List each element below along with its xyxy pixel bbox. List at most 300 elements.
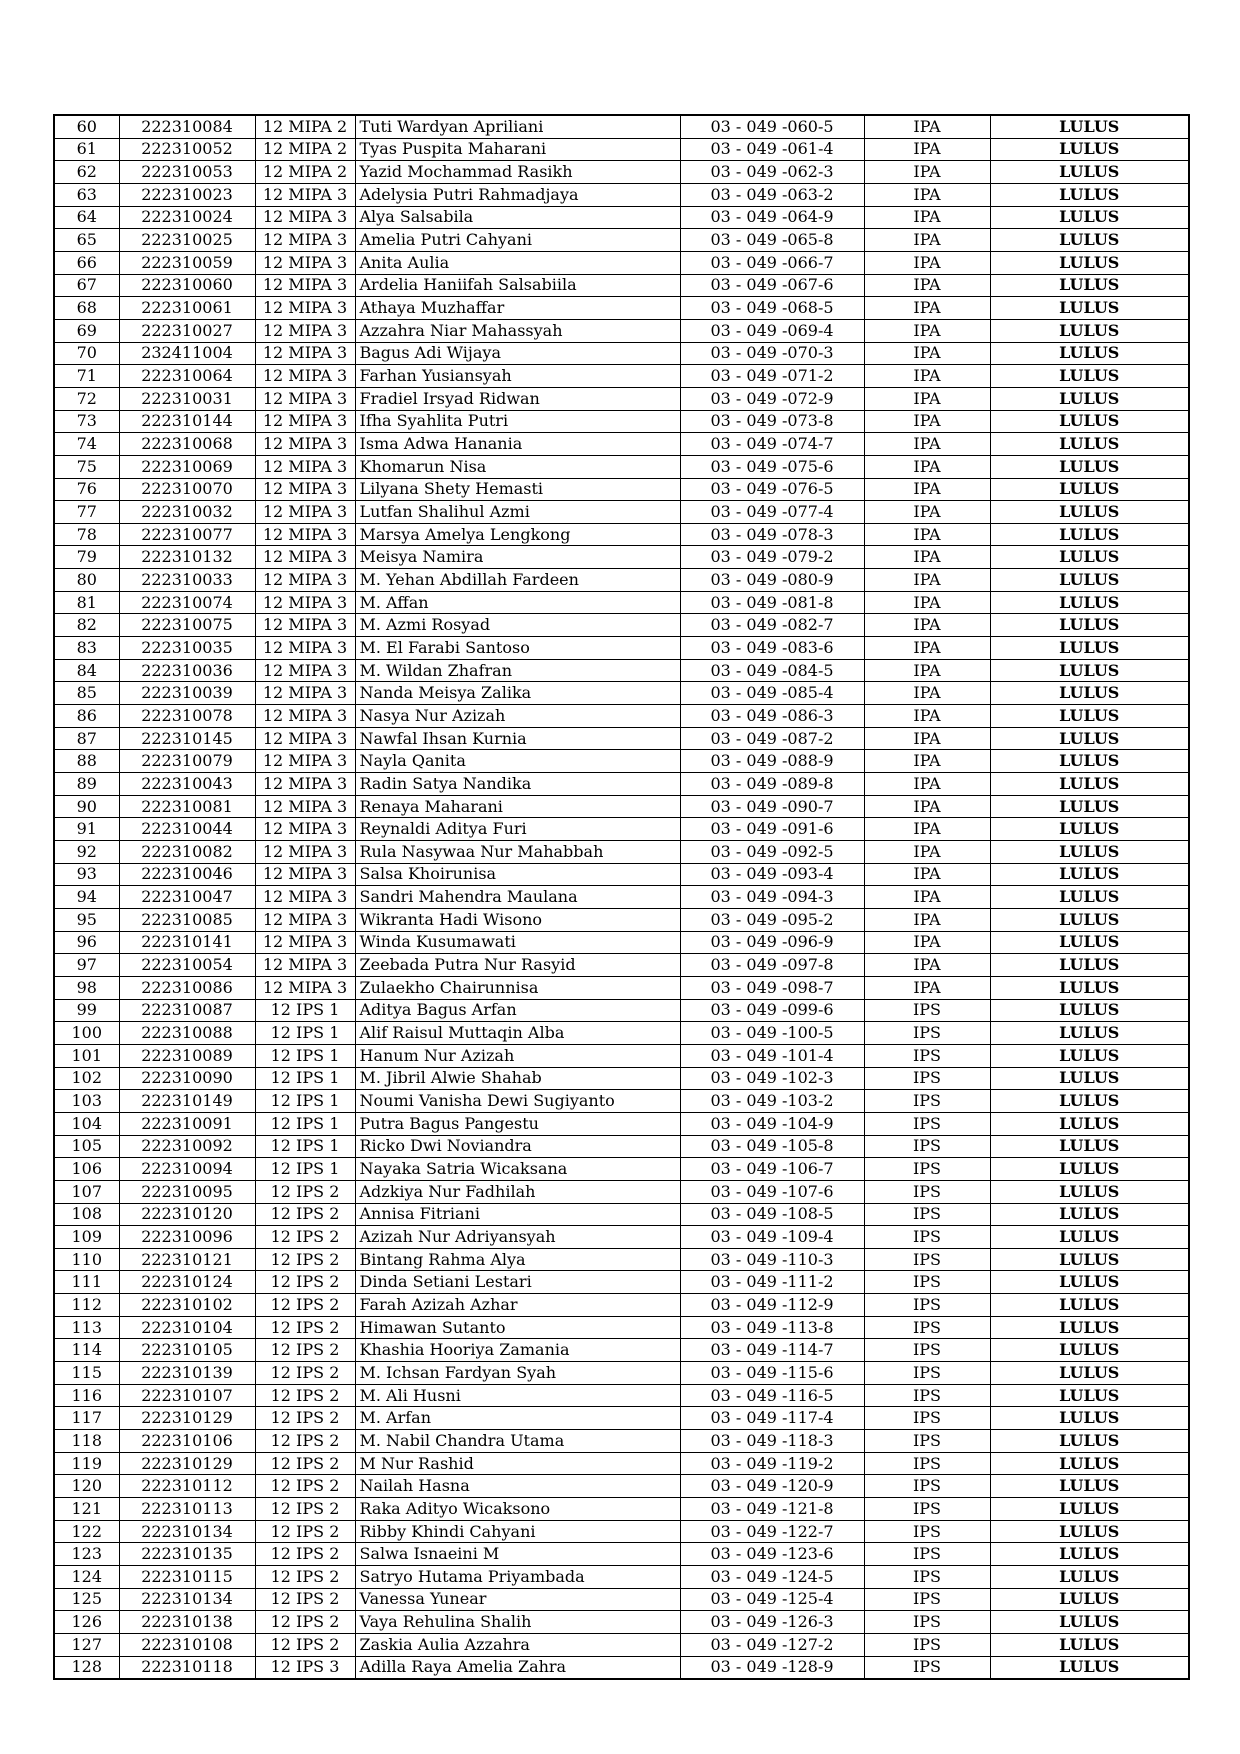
student-id-cell: 222310061 xyxy=(119,297,255,320)
exam-number-cell: 03 - 049 -066-7 xyxy=(680,251,864,274)
table-row xyxy=(54,523,1189,546)
row-number-cell: 119 xyxy=(54,1452,119,1475)
program-cell: IPA xyxy=(864,546,990,569)
student-name-cell: Satryo Hutama Priyambada xyxy=(355,1566,680,1589)
program-cell: IPA xyxy=(864,501,990,524)
class-cell: 12 MIPA 3 xyxy=(255,523,355,546)
student-name-cell: Zaskia Aulia Azzahra xyxy=(355,1633,680,1656)
exam-number-cell: 03 - 049 -103-2 xyxy=(680,1090,864,1113)
row-number-cell: 70 xyxy=(54,342,119,365)
student-id-cell: 222310044 xyxy=(119,818,255,841)
status-cell: LULUS xyxy=(990,206,1189,229)
status-cell: LULUS xyxy=(990,1112,1189,1135)
row-number-cell: 116 xyxy=(54,1384,119,1407)
class-cell: 12 IPS 2 xyxy=(255,1520,355,1543)
table-row xyxy=(54,750,1189,773)
program-cell: IPS xyxy=(864,1090,990,1113)
student-id-cell: 222310132 xyxy=(119,546,255,569)
table-row xyxy=(54,1588,1189,1611)
class-cell: 12 MIPA 3 xyxy=(255,297,355,320)
exam-number-cell: 03 - 049 -060-5 xyxy=(680,115,864,138)
class-cell: 12 MIPA 3 xyxy=(255,455,355,478)
class-cell: 12 IPS 2 xyxy=(255,1611,355,1634)
table-row xyxy=(54,115,1189,138)
row-number-cell: 99 xyxy=(54,999,119,1022)
table-row xyxy=(54,1112,1189,1135)
status-cell: LULUS xyxy=(990,1044,1189,1067)
status-cell: LULUS xyxy=(990,455,1189,478)
row-number-cell: 76 xyxy=(54,478,119,501)
status-cell: LULUS xyxy=(990,1090,1189,1113)
student-id-cell: 222310064 xyxy=(119,365,255,388)
exam-number-cell: 03 - 049 -072-9 xyxy=(680,387,864,410)
status-cell: LULUS xyxy=(990,818,1189,841)
status-cell: LULUS xyxy=(990,1543,1189,1566)
student-id-cell: 222310090 xyxy=(119,1067,255,1090)
status-cell: LULUS xyxy=(990,954,1189,977)
student-id-cell: 222310027 xyxy=(119,319,255,342)
class-cell: 12 IPS 2 xyxy=(255,1633,355,1656)
status-cell: LULUS xyxy=(990,161,1189,184)
status-cell: LULUS xyxy=(990,1067,1189,1090)
student-name-cell: Sandri Mahendra Maulana xyxy=(355,886,680,909)
exam-number-cell: 03 - 049 -063-2 xyxy=(680,183,864,206)
status-cell: LULUS xyxy=(990,251,1189,274)
exam-number-cell: 03 - 049 -114-7 xyxy=(680,1339,864,1362)
row-number-cell: 97 xyxy=(54,954,119,977)
student-name-cell: Lutfan Shalihul Azmi xyxy=(355,501,680,524)
row-number-cell: 85 xyxy=(54,682,119,705)
class-cell: 12 MIPA 3 xyxy=(255,478,355,501)
student-id-cell: 222310070 xyxy=(119,478,255,501)
program-cell: IPS xyxy=(864,1611,990,1634)
table-row xyxy=(54,818,1189,841)
program-cell: IPA xyxy=(864,795,990,818)
row-number-cell: 117 xyxy=(54,1407,119,1430)
class-cell: 12 IPS 2 xyxy=(255,1271,355,1294)
status-cell: LULUS xyxy=(990,976,1189,999)
status-cell: LULUS xyxy=(990,1203,1189,1226)
student-name-cell: Annisa Fitriani xyxy=(355,1203,680,1226)
class-cell: 12 IPS 2 xyxy=(255,1430,355,1453)
table-row xyxy=(54,1475,1189,1498)
student-id-cell: 222310068 xyxy=(119,433,255,456)
status-cell: LULUS xyxy=(990,863,1189,886)
student-name-cell: Nawfal Ihsan Kurnia xyxy=(355,727,680,750)
status-cell: LULUS xyxy=(990,523,1189,546)
student-name-cell: Nailah Hasna xyxy=(355,1475,680,1498)
student-id-cell: 222310054 xyxy=(119,954,255,977)
program-cell: IPA xyxy=(864,365,990,388)
class-cell: 12 IPS 2 xyxy=(255,1203,355,1226)
status-cell: LULUS xyxy=(990,1339,1189,1362)
table-row xyxy=(54,1407,1189,1430)
table-row xyxy=(54,478,1189,501)
student-id-cell: 222310095 xyxy=(119,1180,255,1203)
table-row xyxy=(54,659,1189,682)
student-id-cell: 222310108 xyxy=(119,1633,255,1656)
row-number-cell: 74 xyxy=(54,433,119,456)
class-cell: 12 IPS 2 xyxy=(255,1339,355,1362)
class-cell: 12 MIPA 3 xyxy=(255,818,355,841)
exam-number-cell: 03 - 049 -071-2 xyxy=(680,365,864,388)
class-cell: 12 MIPA 3 xyxy=(255,319,355,342)
status-cell: LULUS xyxy=(990,274,1189,297)
status-cell: LULUS xyxy=(990,1452,1189,1475)
program-cell: IPA xyxy=(864,319,990,342)
program-cell: IPA xyxy=(864,637,990,660)
status-cell: LULUS xyxy=(990,1180,1189,1203)
class-cell: 12 IPS 2 xyxy=(255,1362,355,1385)
exam-number-cell: 03 - 049 -125-4 xyxy=(680,1588,864,1611)
row-number-cell: 60 xyxy=(54,115,119,138)
class-cell: 12 MIPA 3 xyxy=(255,433,355,456)
table-row xyxy=(54,1339,1189,1362)
row-number-cell: 79 xyxy=(54,546,119,569)
status-cell: LULUS xyxy=(990,931,1189,954)
student-name-cell: Winda Kusumawati xyxy=(355,931,680,954)
table-row xyxy=(54,161,1189,184)
exam-number-cell: 03 - 049 -100-5 xyxy=(680,1022,864,1045)
class-cell: 12 IPS 2 xyxy=(255,1407,355,1430)
student-id-cell: 222310052 xyxy=(119,138,255,161)
student-name-cell: Rula Nasywaa Nur Mahabbah xyxy=(355,841,680,864)
exam-number-cell: 03 - 049 -062-3 xyxy=(680,161,864,184)
exam-number-cell: 03 - 049 -085-4 xyxy=(680,682,864,705)
program-cell: IPS xyxy=(864,1339,990,1362)
table-row xyxy=(54,501,1189,524)
exam-number-cell: 03 - 049 -077-4 xyxy=(680,501,864,524)
program-cell: IPS xyxy=(864,1044,990,1067)
student-name-cell: M. Yehan Abdillah Fardeen xyxy=(355,569,680,592)
student-id-cell: 222310023 xyxy=(119,183,255,206)
table-row xyxy=(54,637,1189,660)
student-id-cell: 222310091 xyxy=(119,1112,255,1135)
row-number-cell: 88 xyxy=(54,750,119,773)
exam-number-cell: 03 - 049 -069-4 xyxy=(680,319,864,342)
row-number-cell: 91 xyxy=(54,818,119,841)
table-row xyxy=(54,773,1189,796)
status-cell: LULUS xyxy=(990,569,1189,592)
class-cell: 12 IPS 2 xyxy=(255,1226,355,1249)
table-row xyxy=(54,1158,1189,1181)
row-number-cell: 65 xyxy=(54,229,119,252)
exam-number-cell: 03 - 049 -096-9 xyxy=(680,931,864,954)
program-cell: IPS xyxy=(864,999,990,1022)
table-row xyxy=(54,1203,1189,1226)
row-number-cell: 87 xyxy=(54,727,119,750)
class-cell: 12 MIPA 3 xyxy=(255,365,355,388)
exam-number-cell: 03 - 049 -126-3 xyxy=(680,1611,864,1634)
program-cell: IPA xyxy=(864,727,990,750)
program-cell: IPA xyxy=(864,931,990,954)
class-cell: 12 IPS 2 xyxy=(255,1248,355,1271)
status-cell: LULUS xyxy=(990,1316,1189,1339)
row-number-cell: 105 xyxy=(54,1135,119,1158)
student-id-cell: 222310053 xyxy=(119,161,255,184)
status-cell: LULUS xyxy=(990,1611,1189,1634)
exam-number-cell: 03 - 049 -078-3 xyxy=(680,523,864,546)
class-cell: 12 IPS 2 xyxy=(255,1475,355,1498)
class-cell: 12 MIPA 3 xyxy=(255,591,355,614)
exam-number-cell: 03 - 049 -105-8 xyxy=(680,1135,864,1158)
program-cell: IPA xyxy=(864,455,990,478)
exam-number-cell: 03 - 049 -108-5 xyxy=(680,1203,864,1226)
student-name-cell: Yazid Mochammad Rasikh xyxy=(355,161,680,184)
class-cell: 12 MIPA 3 xyxy=(255,908,355,931)
table-row xyxy=(54,705,1189,728)
exam-number-cell: 03 - 049 -094-3 xyxy=(680,886,864,909)
row-number-cell: 114 xyxy=(54,1339,119,1362)
row-number-cell: 68 xyxy=(54,297,119,320)
row-number-cell: 86 xyxy=(54,705,119,728)
exam-number-cell: 03 - 049 -113-8 xyxy=(680,1316,864,1339)
table-row xyxy=(54,569,1189,592)
student-name-cell: Azizah Nur Adriyansyah xyxy=(355,1226,680,1249)
status-cell: LULUS xyxy=(990,1271,1189,1294)
exam-number-cell: 03 - 049 -061-4 xyxy=(680,138,864,161)
table-row xyxy=(54,1316,1189,1339)
class-cell: 12 MIPA 3 xyxy=(255,546,355,569)
program-cell: IPA xyxy=(864,614,990,637)
row-number-cell: 71 xyxy=(54,365,119,388)
student-id-cell: 222310069 xyxy=(119,455,255,478)
class-cell: 12 MIPA 3 xyxy=(255,954,355,977)
student-name-cell: Putra Bagus Pangestu xyxy=(355,1112,680,1135)
class-cell: 12 MIPA 3 xyxy=(255,931,355,954)
class-cell: 12 MIPA 3 xyxy=(255,773,355,796)
program-cell: IPS xyxy=(864,1520,990,1543)
status-cell: LULUS xyxy=(990,478,1189,501)
class-cell: 12 IPS 1 xyxy=(255,1044,355,1067)
row-number-cell: 115 xyxy=(54,1362,119,1385)
student-name-cell: Zeebada Putra Nur Rasyid xyxy=(355,954,680,977)
exam-number-cell: 03 - 049 -118-3 xyxy=(680,1430,864,1453)
program-cell: IPS xyxy=(864,1135,990,1158)
table-row xyxy=(54,1226,1189,1249)
row-number-cell: 108 xyxy=(54,1203,119,1226)
class-cell: 12 MIPA 3 xyxy=(255,569,355,592)
status-cell: LULUS xyxy=(990,1362,1189,1385)
table-row xyxy=(54,1656,1189,1679)
class-cell: 12 IPS 2 xyxy=(255,1588,355,1611)
program-cell: IPS xyxy=(864,1362,990,1385)
program-cell: IPA xyxy=(864,251,990,274)
table-row xyxy=(54,1067,1189,1090)
status-cell: LULUS xyxy=(990,1407,1189,1430)
row-number-cell: 94 xyxy=(54,886,119,909)
exam-number-cell: 03 - 049 -119-2 xyxy=(680,1452,864,1475)
program-cell: IPS xyxy=(864,1566,990,1589)
table-row xyxy=(54,433,1189,456)
program-cell: IPA xyxy=(864,138,990,161)
exam-number-cell: 03 - 049 -124-5 xyxy=(680,1566,864,1589)
program-cell: IPS xyxy=(864,1430,990,1453)
student-id-cell: 222310141 xyxy=(119,931,255,954)
exam-number-cell: 03 - 049 -107-6 xyxy=(680,1180,864,1203)
row-number-cell: 69 xyxy=(54,319,119,342)
program-cell: IPS xyxy=(864,1022,990,1045)
exam-number-cell: 03 - 049 -088-9 xyxy=(680,750,864,773)
row-number-cell: 96 xyxy=(54,931,119,954)
class-cell: 12 IPS 2 xyxy=(255,1384,355,1407)
exam-number-cell: 03 - 049 -074-7 xyxy=(680,433,864,456)
status-cell: LULUS xyxy=(990,886,1189,909)
program-cell: IPS xyxy=(864,1226,990,1249)
student-name-cell: Athaya Muzhaffar xyxy=(355,297,680,320)
student-name-cell: Amelia Putri Cahyani xyxy=(355,229,680,252)
student-id-cell: 222310092 xyxy=(119,1135,255,1158)
row-number-cell: 78 xyxy=(54,523,119,546)
program-cell: IPS xyxy=(864,1543,990,1566)
table-row xyxy=(54,1633,1189,1656)
exam-number-cell: 03 - 049 -123-6 xyxy=(680,1543,864,1566)
status-cell: LULUS xyxy=(990,501,1189,524)
status-cell: LULUS xyxy=(990,614,1189,637)
class-cell: 12 IPS 2 xyxy=(255,1566,355,1589)
program-cell: IPA xyxy=(864,863,990,886)
exam-number-cell: 03 - 049 -076-5 xyxy=(680,478,864,501)
row-number-cell: 72 xyxy=(54,387,119,410)
student-id-cell: 222310086 xyxy=(119,976,255,999)
student-name-cell: M. Nabil Chandra Utama xyxy=(355,1430,680,1453)
row-number-cell: 104 xyxy=(54,1112,119,1135)
student-name-cell: Dinda Setiani Lestari xyxy=(355,1271,680,1294)
class-cell: 12 MIPA 3 xyxy=(255,251,355,274)
class-cell: 12 IPS 1 xyxy=(255,1135,355,1158)
row-number-cell: 109 xyxy=(54,1226,119,1249)
student-name-cell: Wikranta Hadi Wisono xyxy=(355,908,680,931)
status-cell: LULUS xyxy=(990,1158,1189,1181)
exam-number-cell: 03 - 049 -075-6 xyxy=(680,455,864,478)
program-cell: IPS xyxy=(864,1452,990,1475)
student-name-cell: M. Jibril Alwie Shahab xyxy=(355,1067,680,1090)
student-id-cell: 222310102 xyxy=(119,1294,255,1317)
student-name-cell: Adzkiya Nur Fadhilah xyxy=(355,1180,680,1203)
table-row xyxy=(54,319,1189,342)
status-cell: LULUS xyxy=(990,591,1189,614)
student-id-cell: 222310124 xyxy=(119,1271,255,1294)
table-row xyxy=(54,1543,1189,1566)
table-row xyxy=(54,682,1189,705)
status-cell: LULUS xyxy=(990,319,1189,342)
student-name-cell: M. Azmi Rosyad xyxy=(355,614,680,637)
status-cell: LULUS xyxy=(990,727,1189,750)
row-number-cell: 84 xyxy=(54,659,119,682)
class-cell: 12 MIPA 3 xyxy=(255,976,355,999)
student-id-cell: 222310105 xyxy=(119,1339,255,1362)
table-row xyxy=(54,546,1189,569)
exam-number-cell: 03 - 049 -064-9 xyxy=(680,206,864,229)
program-cell: IPS xyxy=(864,1316,990,1339)
exam-number-cell: 03 - 049 -117-4 xyxy=(680,1407,864,1430)
table-row xyxy=(54,1611,1189,1634)
student-name-cell: M. Wildan Zhafran xyxy=(355,659,680,682)
student-id-cell: 222310031 xyxy=(119,387,255,410)
status-cell: LULUS xyxy=(990,546,1189,569)
status-cell: LULUS xyxy=(990,1633,1189,1656)
status-cell: LULUS xyxy=(990,705,1189,728)
status-cell: LULUS xyxy=(990,342,1189,365)
table-row xyxy=(54,954,1189,977)
student-name-cell: Noumi Vanisha Dewi Sugiyanto xyxy=(355,1090,680,1113)
table-row xyxy=(54,795,1189,818)
class-cell: 12 MIPA 3 xyxy=(255,705,355,728)
program-cell: IPA xyxy=(864,161,990,184)
exam-number-cell: 03 - 049 -090-7 xyxy=(680,795,864,818)
student-name-cell: Salsa Khoirunisa xyxy=(355,863,680,886)
row-number-cell: 83 xyxy=(54,637,119,660)
class-cell: 12 MIPA 3 xyxy=(255,727,355,750)
program-cell: IPS xyxy=(864,1384,990,1407)
program-cell: IPS xyxy=(864,1271,990,1294)
student-name-cell: Lilyana Shety Hemasti xyxy=(355,478,680,501)
student-name-cell: Vanessa Yunear xyxy=(355,1588,680,1611)
student-id-cell: 222310107 xyxy=(119,1384,255,1407)
row-number-cell: 120 xyxy=(54,1475,119,1498)
table-row xyxy=(54,908,1189,931)
exam-number-cell: 03 - 049 -097-8 xyxy=(680,954,864,977)
student-name-cell: Tyas Puspita Maharani xyxy=(355,138,680,161)
class-cell: 12 IPS 2 xyxy=(255,1452,355,1475)
exam-number-cell: 03 - 049 -116-5 xyxy=(680,1384,864,1407)
student-name-cell: Nayaka Satria Wicaksana xyxy=(355,1158,680,1181)
student-name-cell: Nanda Meisya Zalika xyxy=(355,682,680,705)
table-row xyxy=(54,1384,1189,1407)
status-cell: LULUS xyxy=(990,229,1189,252)
student-name-cell: Renaya Maharani xyxy=(355,795,680,818)
student-id-cell: 222310082 xyxy=(119,841,255,864)
table-row xyxy=(54,455,1189,478)
student-id-cell: 222310104 xyxy=(119,1316,255,1339)
status-cell: LULUS xyxy=(990,1226,1189,1249)
exam-number-cell: 03 - 049 -115-6 xyxy=(680,1362,864,1385)
table-row xyxy=(54,274,1189,297)
row-number-cell: 128 xyxy=(54,1656,119,1679)
exam-number-cell: 03 - 049 -102-3 xyxy=(680,1067,864,1090)
table-row xyxy=(54,183,1189,206)
program-cell: IPA xyxy=(864,229,990,252)
exam-number-cell: 03 - 049 -099-6 xyxy=(680,999,864,1022)
class-cell: 12 IPS 1 xyxy=(255,1158,355,1181)
program-cell: IPS xyxy=(864,1248,990,1271)
student-name-cell: M. El Farabi Santoso xyxy=(355,637,680,660)
program-cell: IPA xyxy=(864,750,990,773)
status-cell: LULUS xyxy=(990,1384,1189,1407)
student-name-cell: Khomarun Nisa xyxy=(355,455,680,478)
student-id-cell: 222310047 xyxy=(119,886,255,909)
status-cell: LULUS xyxy=(990,1022,1189,1045)
student-name-cell: Hanum Nur Azizah xyxy=(355,1044,680,1067)
student-id-cell: 222310079 xyxy=(119,750,255,773)
program-cell: IPA xyxy=(864,841,990,864)
program-cell: IPS xyxy=(864,1180,990,1203)
class-cell: 12 MIPA 3 xyxy=(255,229,355,252)
table-row xyxy=(54,342,1189,365)
student-id-cell: 222310033 xyxy=(119,569,255,592)
status-cell: LULUS xyxy=(990,1588,1189,1611)
status-cell: LULUS xyxy=(990,1498,1189,1521)
class-cell: 12 IPS 2 xyxy=(255,1498,355,1521)
status-cell: LULUS xyxy=(990,365,1189,388)
student-name-cell: M Nur Rashid xyxy=(355,1452,680,1475)
student-name-cell: Ricko Dwi Noviandra xyxy=(355,1135,680,1158)
program-cell: IPS xyxy=(864,1203,990,1226)
class-cell: 12 MIPA 2 xyxy=(255,161,355,184)
class-cell: 12 MIPA 3 xyxy=(255,342,355,365)
student-name-cell: Salwa Isnaeini M xyxy=(355,1543,680,1566)
table-row xyxy=(54,614,1189,637)
